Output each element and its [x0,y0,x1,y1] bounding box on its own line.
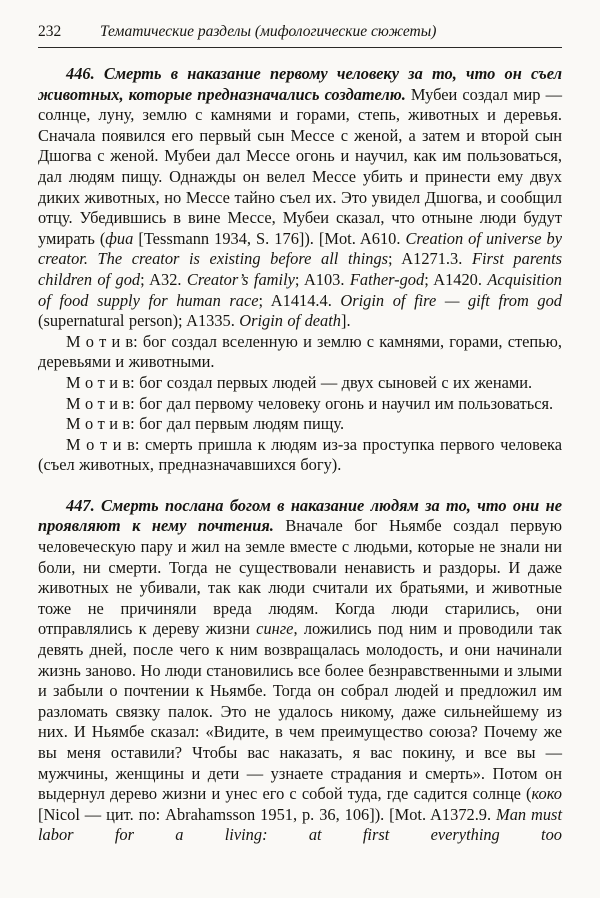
text-segment: ; A32. [140,269,187,289]
motif-paragraph-1: М о т и в: бог создал вселенную и землю с камнями, горами, степью, деревьями и животными. [38,331,562,372]
text-segment: [Tessmann 1934, S. 176]). [Mot. A610. [133,228,406,248]
text-segment: Вначале бог Ньямбе создал первую человеческую пару и жил на земле вместе с людьми, которые не знали ни боли, ни смерти. Тогда не существовали ненависть и раздоры. И даже животных не убивали, так как люди считали их братьями, и животные тоже не причиняли вреда людям. Когда люди старились, они отправлялись к дереву жизни [38,516,562,639]
text-segment: ; A1414.4. [258,290,341,310]
motif-paragraph-2: М о т и в: бог создал первых людей — двух сыновей с их женами. [66,372,533,392]
text-segment: Man must labor for a living: at first everything too [38,804,562,845]
text-segment: ]. [341,311,351,331]
page-number: 232 [38,23,62,40]
text-segment: Origin of fire — gift from god [340,290,562,310]
text-segment: Мубеи создал мир — солнце, луну, землю с камнями и горами, степь, животных и деревья. Сначала появился его первый сын Мессе с женой, а затем и второй сын Дшогва с женой. Мубеи дал Мессе огонь и научил, как им пользоваться, дал людям пищу. Однажды он велел Мессе убить и принести ему двух диких животных, но Мессе тайно съел их. Это увидел Дшогва, и сообщил отцу. Убедившись в вине Мессе, Мубеи сказал, что отныне люди будут умирать ( [38,84,562,248]
text-segment: , ложились под ним и проводили так девять дней, после чего к ним возвращалась молодость, и они начинали жизнь заново. Но люди становились все более безнравственными и злыми и забыли о почтении к Ньямбе. Тогда он собрал людей и предложил им разломать связку палок. Это не удалось никому, даже сильнейшему из них. И Ньямбе сказал: «Видите, в чем преимущество союза? Почему же вы меня оставили? Чтобы вас наказать, я вас покину, и все вы — мужчины, женщины и дети — узнаете страдания и смерть». Потом он выдернул дерево жизни и унес его с собой туда, где садится солнце ( [38,619,562,804]
page-body [38,64,562,846]
text-segment: синге [256,619,294,639]
entry-446-paragraph [38,64,562,332]
text-segment: Creator’s family [186,269,295,289]
text-segment: Father-god [349,269,425,289]
motif-paragraph-4: М о т и в: бог дал первым людям пищу. [66,414,345,434]
text-segment: First parents children of god [38,249,562,289]
motif-paragraph-3: М о т и в: бог дал первому человеку огонь и научил им пользоваться. [66,393,554,413]
text-segment: [Nicol — цит. по: Abrahamsson 1951, p. 36, 106]). [Mot. A1372.9. [38,804,497,824]
text-segment: Acquisition of food supply for human race [38,269,563,310]
text-segment: Origin of death [239,311,341,331]
motif-paragraph-5: М о т и в: смерть пришла к людям из-за проступка первого человека (съел животных, предназначавшихся богу). [38,434,562,475]
text-segment: ; A1420. [424,269,488,289]
text-segment: Creation of universe by creator. The creator is existing before all things [38,228,562,269]
text-segment: (supernatural person); A1335. [38,311,240,331]
text-segment: 447. Смерть послана богом в наказание людям за то, что они не проявляют к нему почтения. [38,495,562,536]
text-segment: 446. Смерть в наказание первому человеку за то, что он съел животных, которые предназначались создателю. [38,64,562,104]
running-header [38,22,562,47]
entry-447-paragraph [38,496,562,846]
text-segment: ; A1271.3. [388,249,472,269]
text-segment: коко [531,784,562,804]
text-segment: ; A103. [294,269,350,289]
header-rule [38,47,562,48]
text-segment: фиа [105,228,134,248]
header-title: Тематические разделы (мифологические сюжеты) [100,23,437,40]
